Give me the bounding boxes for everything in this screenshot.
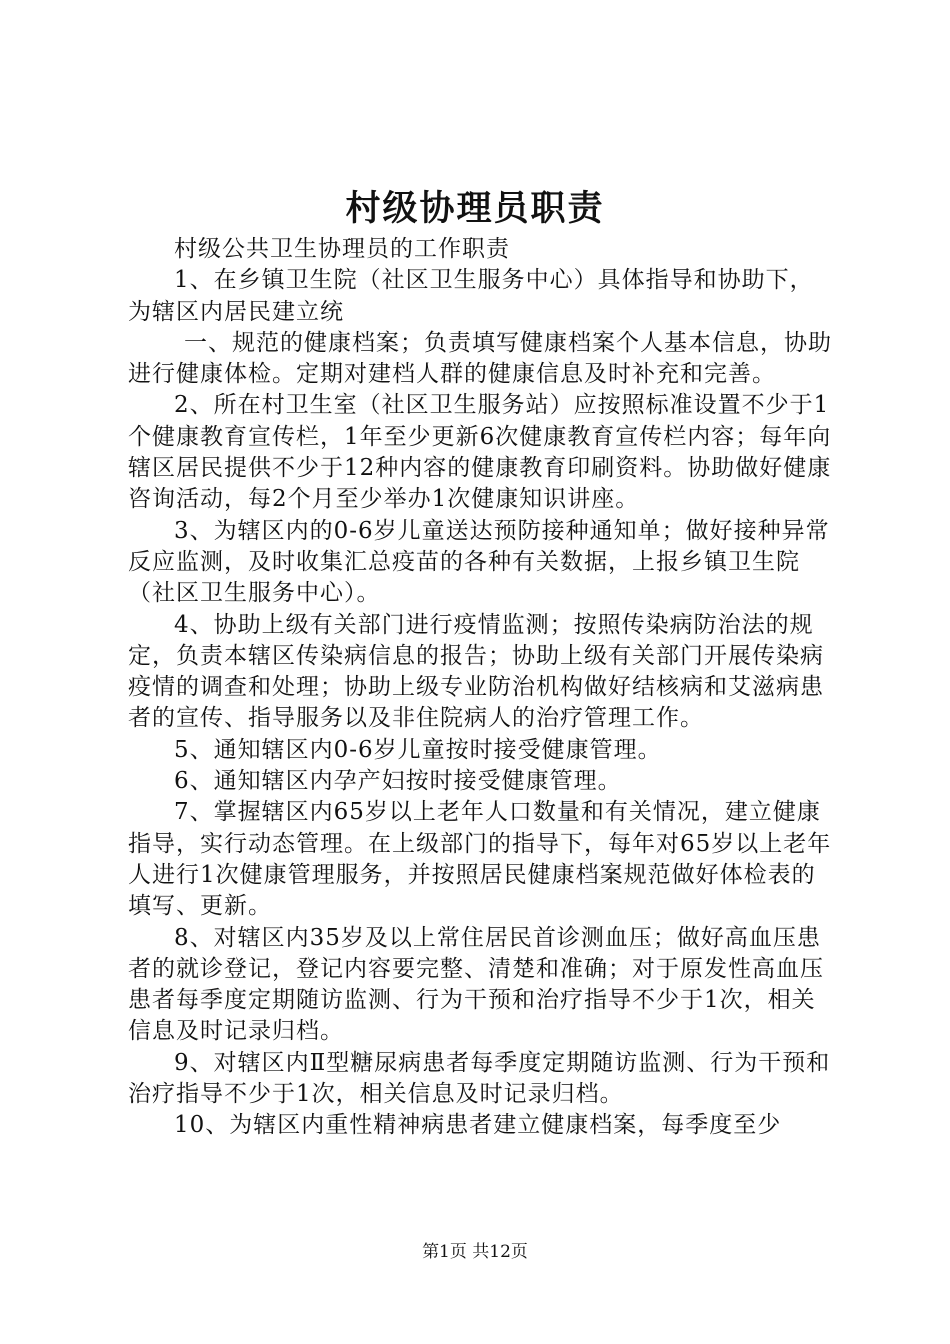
paragraph-item-10: 10、为辖区内重性精神病患者建立健康档案，每季度至少 — [174, 1112, 782, 1139]
document-title: 村级协理员职责 — [345, 188, 605, 229]
paragraph-item-7: 7、掌握辖区内65岁以上老年人口数量和有关情况，建立健康指导，实行动态管理。在上级部门的指导下，每年对65岁以上老年人进行1次健康管理服务，并按照居民健康档案规范做好体检表的填写、更新。 — [128, 799, 832, 920]
paragraph-item-3: 3、为辖区内的0-6岁儿童送达预防接种通知单；做好接种异常反应监测，及时收集汇总疫苗的各种有关数据，上报乡镇卫生院（社区卫生服务中心）。 — [128, 517, 830, 607]
paragraph-item-6: 6、通知辖区内孕产妇按时接受健康管理。 — [174, 768, 622, 795]
paragraph-heading: 村级公共卫生协理员的工作职责 — [174, 236, 510, 262]
paragraph-item-9: 9、对辖区内Ⅱ型糖尿病患者每季度定期随访监测、行为干预和治疗指导不少于1次，相关信息及时记录归档。 — [128, 1049, 831, 1108]
paragraph-item-2: 2、所在村卫生室（社区卫生服务站）应按照标准设置不少于1个健康教育宣传栏，1年至少更新6次健康教育宣传栏内容；每年向辖区居民提供不少于12种内容的健康教育印刷资料。协助做好健康咨询活动，每2个月至少举办1次健康知识讲座。 — [128, 392, 832, 513]
document-body — [128, 234, 836, 1142]
page-number-footer: 第1页 共12页 — [422, 1242, 528, 1262]
paragraph-item-8: 8、对辖区内35岁及以上常住居民首诊测血压；做好高血压患者的就诊登记，登记内容要完整、清楚和准确；对于原发性高血压患者每季度定期随访监测、行为干预和治疗指导不少于1次，相关信息及时记录归档。 — [128, 924, 824, 1045]
paragraph-item-4: 4、协助上级有关部门进行疫情监测；按照传染病防治法的规定，负责本辖区传染病信息的报告；协助上级有关部门开展传染病疫情的调查和处理；协助上级专业防治机构做好结核病和艾滋病患者的宣传、指导服务以及非住院病人的治疗管理工作。 — [128, 611, 824, 732]
paragraph-item-5: 5、通知辖区内0-6岁儿童按时接受健康管理。 — [174, 736, 662, 763]
paragraph-item-1-continued: 一、规范的健康档案；负责填写健康档案个人基本信息，协助进行健康体检。定期对建档人群的健康信息及时补充和完善。 — [128, 329, 832, 388]
paragraph-item-1: 1、在乡镇卫生院（社区卫生服务中心）具体指导和协助下，为辖区内居民建立统 — [128, 267, 814, 325]
